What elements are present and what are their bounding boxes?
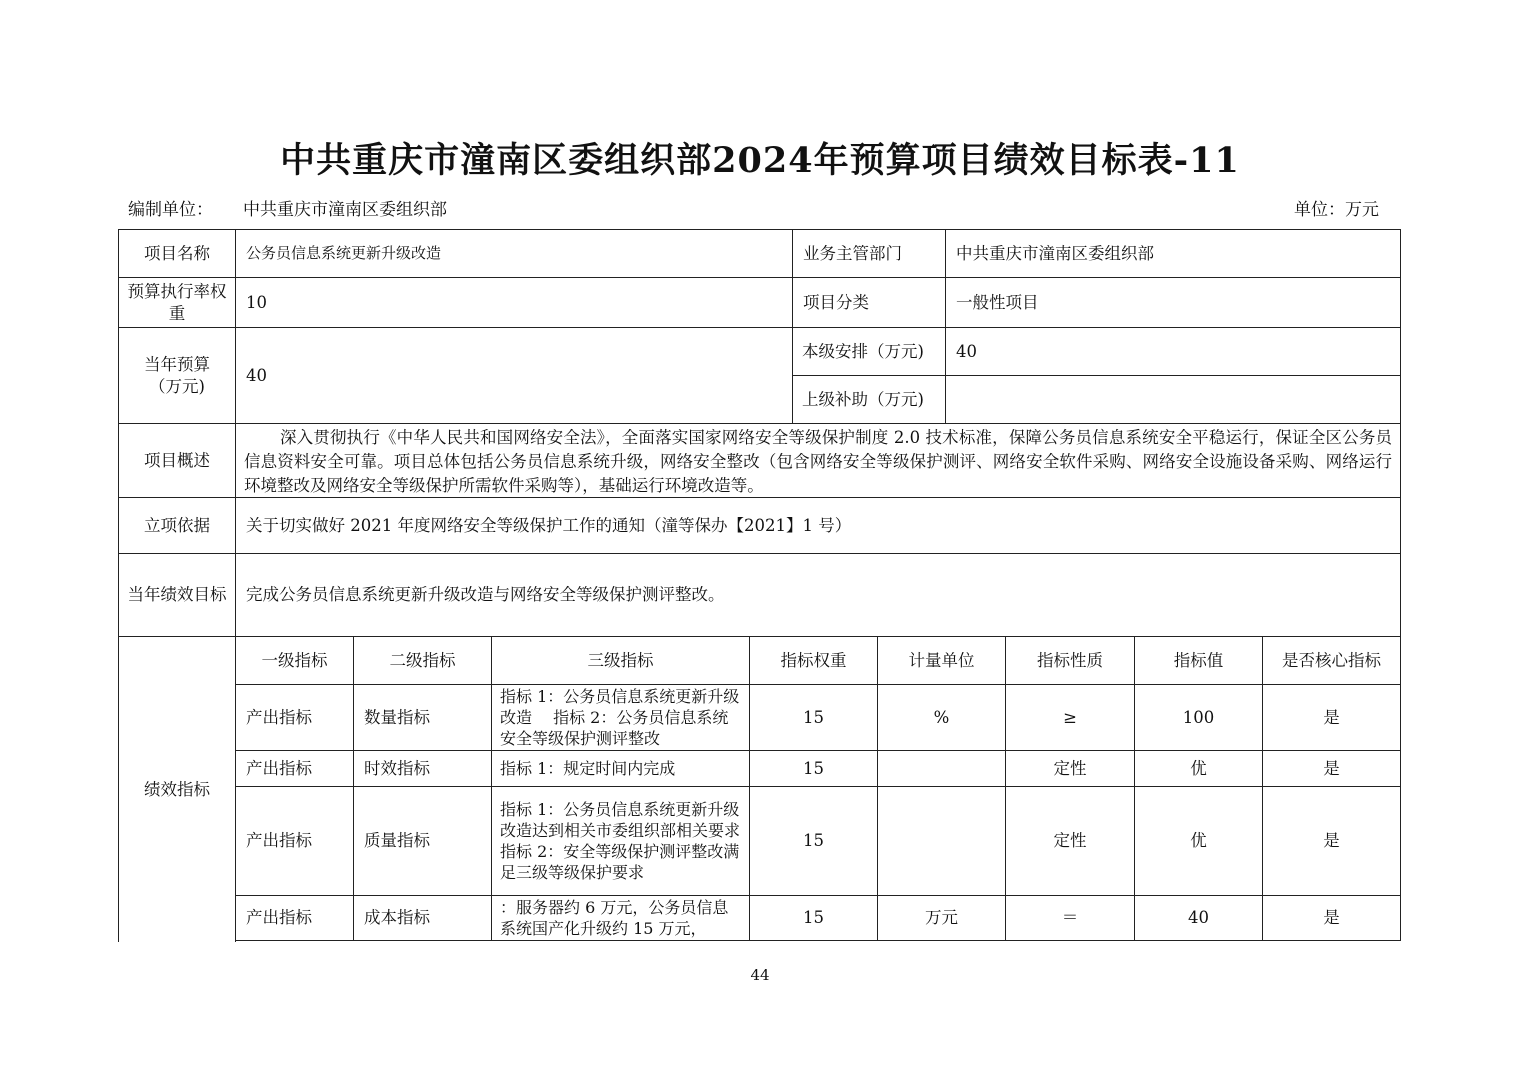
header-weight: 指标权重 xyxy=(749,636,878,685)
basis-label: 立项依据 xyxy=(118,497,236,554)
superior-value xyxy=(945,375,1401,424)
row4-core: 是 xyxy=(1262,895,1401,941)
row1-core: 是 xyxy=(1262,684,1401,751)
row3-nature: 定性 xyxy=(1005,786,1135,896)
header-l3: 三级指标 xyxy=(491,636,750,685)
exec-rate-value: 10 xyxy=(235,277,793,328)
header-l1: 一级指标 xyxy=(235,636,354,685)
row1-nature: ≥ xyxy=(1005,684,1135,751)
row1-l3: 指标 1：公务员信息系统更新升级改造 指标 2：公务员信息系统安全等级保护测评整改 xyxy=(491,684,750,751)
project-name-label: 项目名称 xyxy=(118,229,236,278)
row3-l3: 指标 1：公务员信息系统更新升级改造达到相关市委组织部相关要求 指标 2：安全等级保护测评整改满足三级等级保护要求 xyxy=(491,786,750,896)
row2-core: 是 xyxy=(1262,750,1401,787)
exec-rate-label: 预算执行率权重 xyxy=(118,277,236,328)
header-value: 指标值 xyxy=(1134,636,1263,685)
overview-value xyxy=(235,423,1401,498)
overview-text: 深入贯彻执行《中华人民共和国网络安全法》，全面落实国家网络安全等级保护制度 2.0 技术标准，保障公务员信息系统安全平稳运行，保证全区公务员信息资料安全可靠。项目总体包括公务员信息系统升级，网络安全整改（包含网络安全等级保护测评、网络安全软件采购、网络安全设施设备采购、网络运行环境整改及网络安全等级保护所需软件采购等），基础运行环境改造等。 xyxy=(244,428,1392,495)
row1-unit: % xyxy=(877,684,1006,751)
category-label: 项目分类 xyxy=(792,277,946,328)
goal-value: 完成公务员信息系统更新升级改造与网络安全等级保护测评整改。 xyxy=(235,553,1401,637)
row3-l1: 产出指标 xyxy=(235,786,354,896)
row3-unit xyxy=(877,786,1006,896)
dept-label: 业务主管部门 xyxy=(792,229,946,278)
row3-value: 优 xyxy=(1134,786,1263,896)
row2-l2: 时效指标 xyxy=(353,750,492,787)
row3-weight: 15 xyxy=(749,786,878,896)
superior-label: 上级补助（万元) xyxy=(792,375,946,424)
compiling-unit xyxy=(128,195,447,220)
currency-unit: 单位：万元 xyxy=(1294,200,1379,220)
page-number: 44 xyxy=(750,966,770,984)
row1-value: 100 xyxy=(1134,684,1263,751)
header-l2: 二级指标 xyxy=(353,636,492,685)
basis-value: 关于切实做好 2021 年度网络安全等级保护工作的通知（潼等保办【2021】1 号） xyxy=(235,497,1401,554)
local-label: 本级安排（万元) xyxy=(792,327,946,376)
row3-core: 是 xyxy=(1262,786,1401,896)
compiling-unit-value: 中共重庆市潼南区委组织部 xyxy=(243,200,447,220)
row1-l2: 数量指标 xyxy=(353,684,492,751)
row4-l1: 产出指标 xyxy=(235,895,354,941)
dept-value: 中共重庆市潼南区委组织部 xyxy=(945,229,1401,278)
header-nature: 指标性质 xyxy=(1005,636,1135,685)
row2-weight: 15 xyxy=(749,750,878,787)
row1-weight: 15 xyxy=(749,684,878,751)
page-title: 中共重庆市潼南区委组织部2024年预算项目绩效目标表-11 xyxy=(280,140,1240,181)
project-name-value: 公务员信息系统更新升级改造 xyxy=(235,229,793,278)
row1-l1: 产出指标 xyxy=(235,684,354,751)
row4-unit: 万元 xyxy=(877,895,1006,941)
goal-label: 当年绩效目标 xyxy=(118,553,236,637)
budget-value: 40 xyxy=(235,327,793,424)
compiling-unit-label: 编制单位： xyxy=(128,200,213,220)
row2-nature: 定性 xyxy=(1005,750,1135,787)
header-core: 是否核心指标 xyxy=(1262,636,1401,685)
category-value: 一般性项目 xyxy=(945,277,1401,328)
row4-l3: ：服务器约 6 万元，公务员信息系统国产化升级约 15 万元， xyxy=(491,895,750,941)
row2-unit xyxy=(877,750,1006,787)
row4-l2: 成本指标 xyxy=(353,895,492,941)
perf-label: 绩效指标 xyxy=(118,636,236,942)
row4-value: 40 xyxy=(1134,895,1263,941)
local-value: 40 xyxy=(945,327,1401,376)
overview-label: 项目概述 xyxy=(118,423,236,498)
row4-nature: ＝ xyxy=(1005,895,1135,941)
row4-weight: 15 xyxy=(749,895,878,941)
row2-l3: 指标 1：规定时间内完成 xyxy=(491,750,750,787)
row2-l1: 产出指标 xyxy=(235,750,354,787)
header-unit: 计量单位 xyxy=(877,636,1006,685)
row2-value: 优 xyxy=(1134,750,1263,787)
row3-l2: 质量指标 xyxy=(353,786,492,896)
budget-label: 当年预算（万元) xyxy=(118,327,236,424)
